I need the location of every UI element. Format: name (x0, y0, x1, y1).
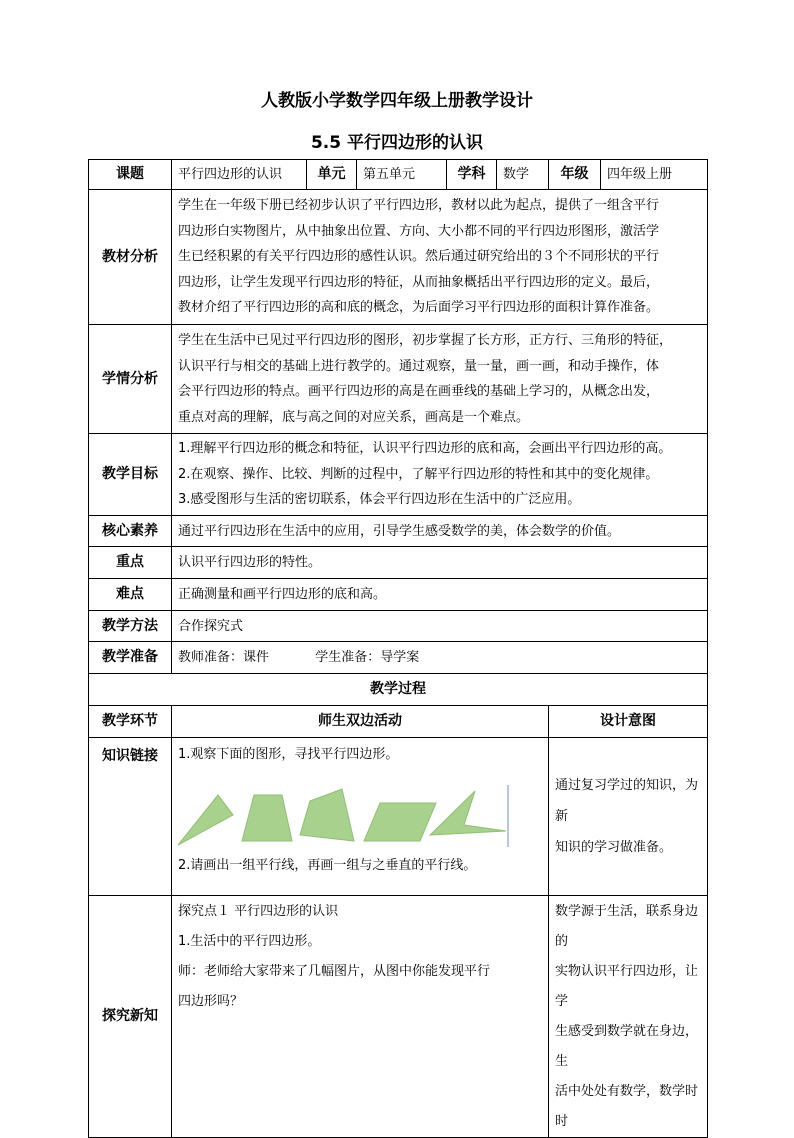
key-point-text: 认识平行四边形的特性。 (172, 547, 708, 579)
text-line: 重点对高的理解，底与高之间的对应关系，画高是一个难点。 (178, 409, 530, 425)
text-line: 探究点１ 平行四边形的认识 (178, 904, 339, 919)
irregular-quadrilateral-shape (300, 789, 354, 841)
text-line: 四边形，让学生发现平行四边形的特征，从而抽象概括出平行四边形的定义。最后， (178, 274, 660, 290)
text-line: 学生在一年级下册已经初步认识了平行四边形，教材以此为起点，提供了一组含平行 (178, 198, 660, 214)
knowledge-link-label: 知识链接 (89, 738, 172, 896)
explore-new-activity (172, 896, 549, 1138)
knowledge-link-activity (172, 738, 549, 896)
text-line: 活中处处有数学，数学时时 (555, 1084, 699, 1129)
text-line: 1.理解平行四边形的概念和特征，认识平行四边形的底和高，会画出平行四边形的高。 (178, 441, 672, 457)
explore-new-intent (549, 896, 708, 1138)
activity-header: 师生双边活动 (172, 706, 549, 738)
activity-line: 1.观察下面的图形，寻找平行四边形。 (178, 747, 399, 762)
teaching-process-title: 教学过程 (89, 674, 708, 706)
unit-value: 第五单元 (357, 160, 447, 190)
teaching-prep-text (172, 642, 708, 674)
teaching-goals-text (172, 434, 708, 516)
lesson-plan-table (88, 159, 708, 1138)
core-literacy-text: 通过平行四边形在生活中的应用，引导学生感受数学的美，体会数学的价值。 (172, 516, 708, 547)
text-line: 2.在观察、操作、比较、判断的过程中，了解平行四边形的特性和其中的变化规律。 (178, 466, 659, 482)
text-line: 1.生活中的平行四边形。 (178, 934, 321, 949)
difficulty-label: 难点 (89, 579, 172, 611)
subject-label: 学科 (447, 160, 497, 190)
lesson-subtitle: 5.5 平行四边形的认识 (310, 133, 484, 153)
teaching-prep-label: 教学准备 (89, 642, 172, 674)
topic-value: 平行四边形的认识 (172, 160, 307, 190)
text-line: 学生在生活中已见过平行四边形的图形，初步掌握了长方形，正方行、三角形的特征， (178, 333, 673, 348)
subject-value: 数学 (497, 160, 549, 190)
text-line: 认识平行与相交的基础上进行教学的。通过观察，量一量，画一画，和动手操作，体 (178, 358, 660, 374)
text-line: 3.感受图形与生活的密切联系，体会平行四边形在生活中的广泛应用。 (178, 492, 581, 508)
key-point-label: 重点 (89, 547, 172, 579)
activity-line: 2.请画出一组平行线，再画一组与之垂直的平行线。 (178, 858, 477, 873)
textbook-analysis-label: 教材分析 (89, 190, 172, 325)
text-line: 师：老师给大家带来了几幅图片，从图中你能发现平行 (178, 964, 491, 979)
topic-label: 课题 (89, 160, 172, 190)
intent-header: 设计意图 (549, 706, 708, 738)
text-line: 数学源于生活，联系身边的 (555, 904, 699, 949)
parallelogram-shapes-figure (178, 767, 542, 851)
arrow-quadrilateral-shape (430, 791, 506, 835)
text-line: 通过复习学过的知识，为新 (555, 778, 699, 824)
difficulty-text: 正确测量和画平行四边形的底和高。 (172, 579, 708, 611)
step-header: 教学环节 (89, 706, 172, 738)
teaching-goals-label: 教学目标 (89, 434, 172, 516)
teacher-prep: 教师准备：课件 (178, 650, 270, 665)
text-line: 生感受到数学就在身边，生 (555, 1024, 699, 1069)
document-title: 人教版小学数学四年级上册教学设计 (261, 91, 533, 111)
unit-label: 单元 (307, 160, 357, 190)
student-prep: 学生准备：导学案 (315, 650, 420, 665)
text-line: 教材介绍了平行四边形的高和底的概念，为后面学习平行四边形的面积计算作准备。 (178, 300, 660, 316)
teaching-method-text: 合作探究式 (172, 611, 708, 642)
text-line: 生已经积累的有关平行四边形的感性认识。然后通过研究给出的３个不同形状的平行 (178, 249, 660, 265)
explore-new-label: 探究新知 (89, 896, 172, 1138)
grade-label: 年级 (549, 160, 601, 190)
student-analysis-text (172, 325, 708, 434)
knowledge-link-intent (549, 738, 708, 896)
textbook-analysis-text (172, 190, 708, 325)
triangle-shape (178, 795, 233, 845)
grade-value: 四年级上册 (601, 160, 708, 190)
text-line: 会平行四边形的特点。画平行四边形的高是在画垂线的基础上学习的，从概念出发， (178, 384, 660, 399)
text-line: 实物认识平行四边形，让学 (555, 964, 699, 1009)
text-line: 四边形吗？ (178, 994, 244, 1009)
student-analysis-label: 学情分析 (89, 325, 172, 434)
text-line: 知识的学习做准备。 (555, 840, 673, 855)
text-line: 四边形白实物图片，从中抽象出位置、方向、大小都不同的平行四边形图形，激活学 (178, 223, 660, 239)
trapezoid-shape (242, 795, 292, 841)
parallelogram-shape (364, 803, 436, 841)
core-literacy-label: 核心素养 (89, 516, 172, 547)
teaching-method-label: 教学方法 (89, 611, 172, 642)
